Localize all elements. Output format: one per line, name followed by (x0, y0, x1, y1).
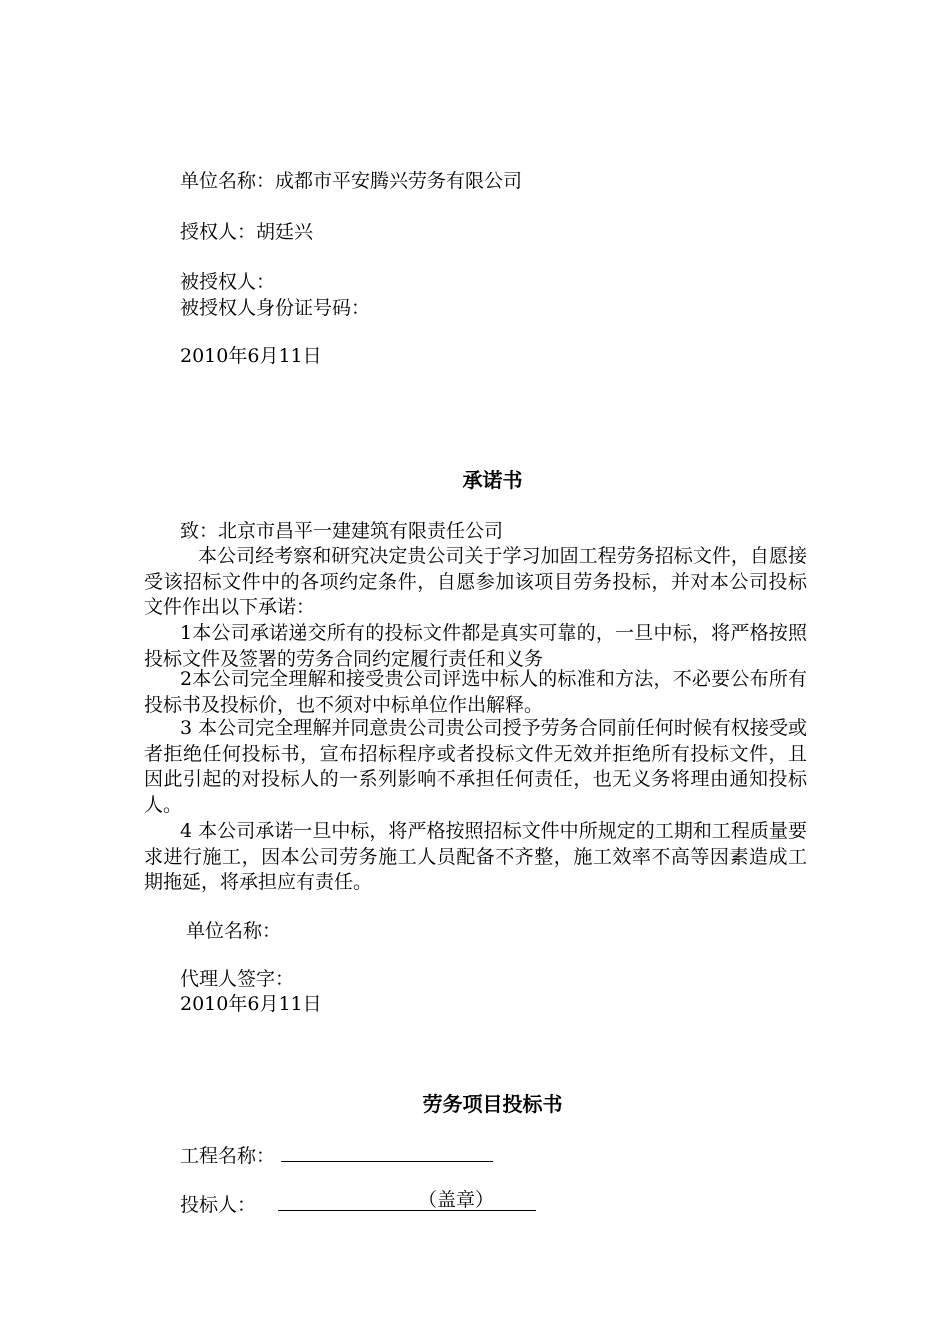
authorizer-line: 授权人：胡廷兴 (180, 221, 314, 243)
commitment-title: 承诺书 (462, 468, 523, 492)
bidder-row (180, 1190, 536, 1218)
project-name-label: 工程名称： (180, 1145, 276, 1167)
authorized-person-line: 被授权人： (180, 271, 276, 293)
commitment-date-line: 2010年6月11日 (180, 993, 322, 1015)
authorized-id-line: 被授权人身份证号码： (180, 297, 371, 319)
auth-date-line: 2010年6月11日 (180, 345, 322, 367)
commitment-paragraph-4: 4 本公司承诺一旦中标，将严格按照招标文件中所规定的工期和工程质量要求进行施工，因本公司劳务施工人员配备不齐整，施工效率不高等因素造成工期拖延，将承担应有责任。 (144, 820, 807, 894)
tender-title: 劳务项目投标书 (422, 1092, 563, 1116)
commitment-recipient: 致：北京市昌平一建建筑有限责任公司 (180, 520, 504, 542)
project-name-underline (281, 1141, 493, 1162)
bidder-label: 投标人： (180, 1194, 257, 1216)
unit-name-line: 单位名称：成都市平安腾兴劳务有限公司 (180, 170, 523, 192)
commitment-paragraph-2: 2本公司完全理解和接受贵公司评选中标人的标准和方法，不必要公布所有投标书及投标价，也不须对中标单位作出解释。 (144, 668, 807, 716)
commitment-paragraph-3: 3 本公司完全理解并同意贵公司贵公司授予劳务合同前任何时候有权接受或者拒绝任何投标书，宣布招标程序或者投标文件无效并拒绝所有投标文件，且因此引起的对投标人的一系列影响不承担任何责任，也无义务将理由通知投标人。 (144, 717, 807, 816)
commitment-paragraph-1: 1本公司承诺递交所有的投标文件都是真实可靠的，一旦中标，将严格按照投标文件及签署的劳务合同约定履行责任和义务 (144, 622, 807, 670)
project-name-row (180, 1141, 493, 1169)
bidder-underline (278, 1190, 536, 1211)
agent-signature-line: 代理人签字： (180, 968, 295, 990)
commitment-unit-name: 单位名称： (186, 920, 282, 942)
commitment-paragraph-intro: 本公司经考察和研究决定贵公司关于学习加固工程劳务招标文件，自愿接受该招标文件中的各项约定条件，自愿参加该项目劳务投标，并对本公司投标文件作出以下承诺： (144, 545, 807, 619)
seal-note: （盖章） (418, 1189, 495, 1211)
